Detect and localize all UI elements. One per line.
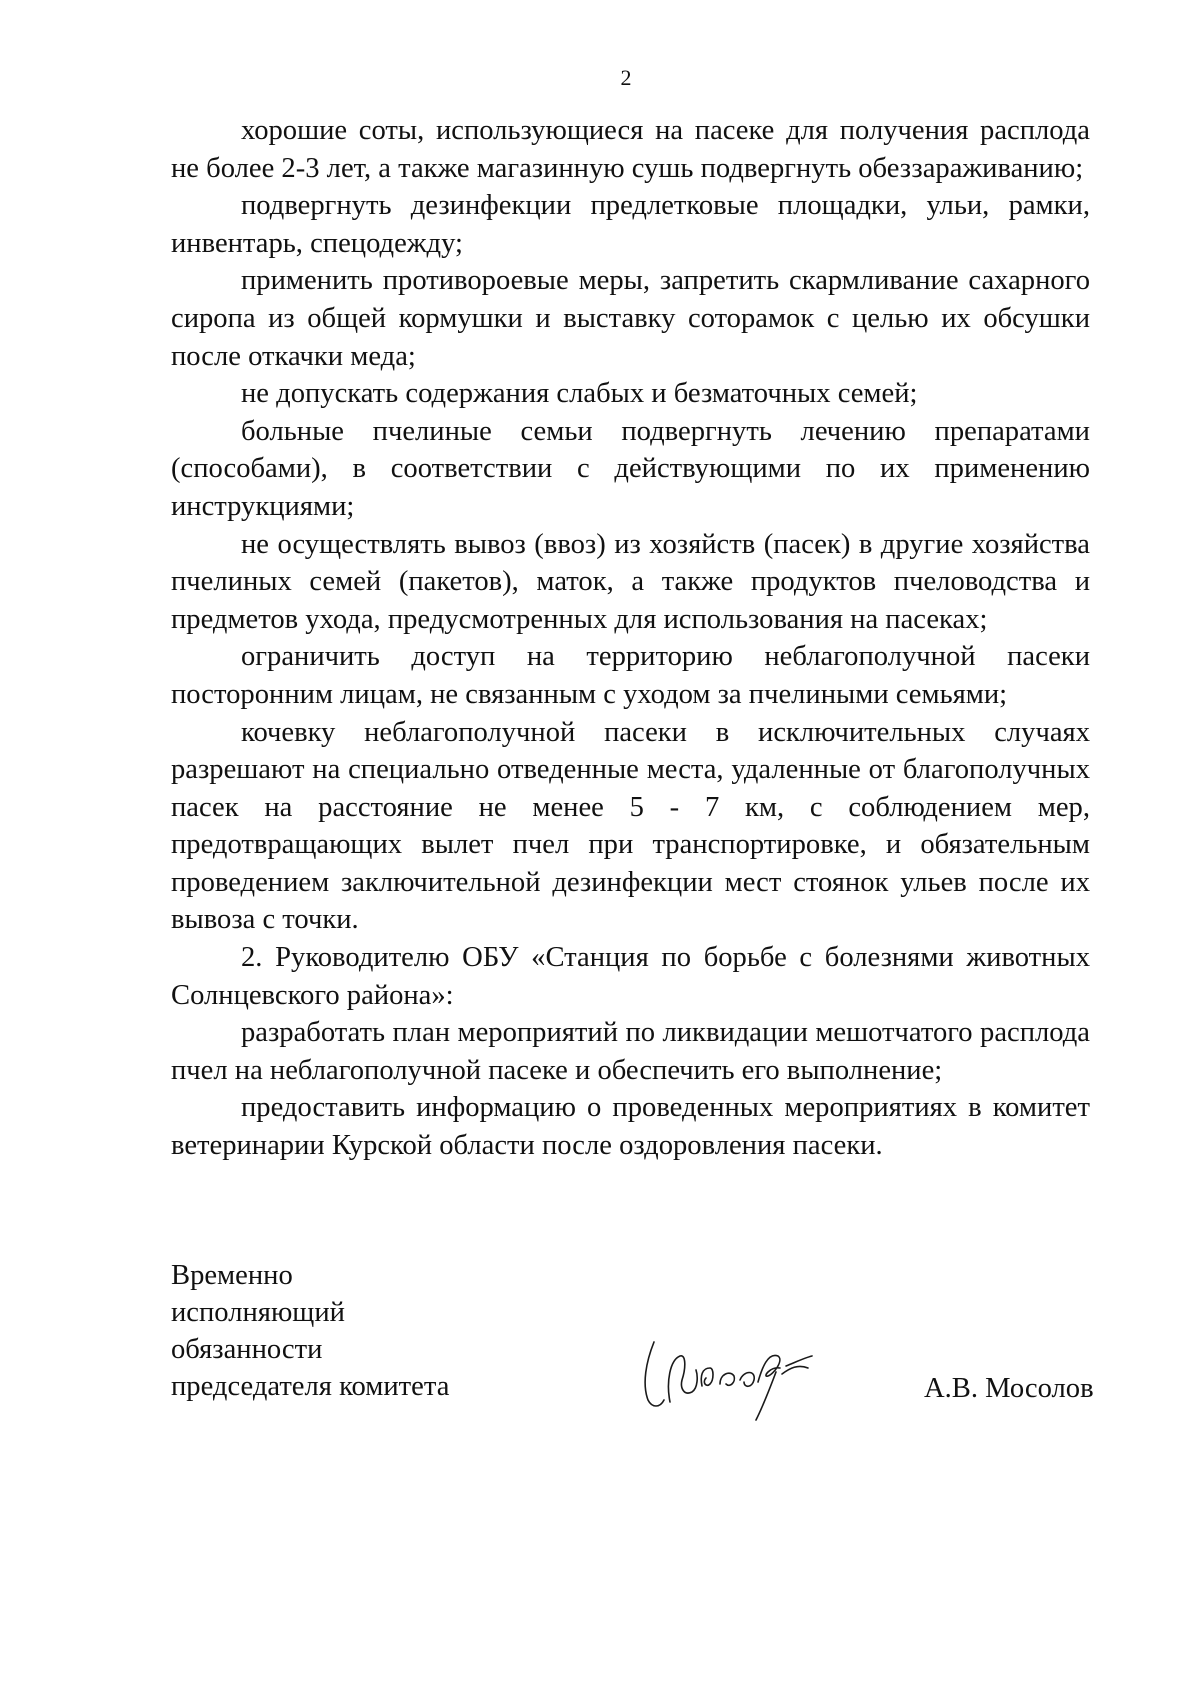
- signatory-position: [171, 1257, 449, 1405]
- paragraph: больные пчелиные семьи подвергнуть лечению препаратами (способами), в соответствии с действующими по их применению инструкциями;: [171, 415, 1090, 522]
- paragraph: не допускать содержания слабых и безматочных семей;: [241, 378, 918, 410]
- page-number: 2: [620, 65, 632, 90]
- signer-name: А.В. Мосолов: [924, 1373, 1094, 1404]
- paragraph: кочевку неблагополучной пасеки в исключительных случаях разрешают на специально отведенные места, удаленные от благополучных пасек на расстояние не менее 5 - 7 км, с соблюдением мер, предотвращающих вылет пчел при транспортировке, и обязательным проведением заключительной дезинфекции мест стоянок ульев после их вывоза с точки.: [171, 716, 1090, 936]
- paragraph: применить противороевые меры, запретить скармливание сахарного сиропа из общей кормушки и выставку соторамок с целью их обсушки после откачки меда;: [171, 265, 1090, 372]
- position-line: обязанности: [171, 1334, 323, 1365]
- document-body: [171, 112, 1090, 1165]
- position-line: исполняющий: [171, 1297, 345, 1328]
- position-line: Временно: [171, 1260, 293, 1291]
- paragraph: не осуществлять вывоз (ввоз) из хозяйств (пасек) в другие хозяйства пчелиных семей (пакетов), маток, а также продуктов пчеловодства и предметов ухода, предусмотренных для использования на пасеках;: [171, 528, 1090, 635]
- paragraph: предоставить информацию о проведенных мероприятиях в комитет ветеринарии Курской области после оздоровления пасеки.: [171, 1092, 1090, 1162]
- paragraph: хорошие соты, использующиеся на пасеке для получения расплода не более 2-3 лет, а также магазинную сушь подвергнуть обеззараживанию;: [171, 115, 1090, 184]
- paragraph: подвергнуть дезинфекции предлетковые площадки, ульи, рамки, инвентарь, спецодежду;: [171, 190, 1090, 259]
- paragraph: ограничить доступ на территорию неблагополучной пасеки посторонним лицам, не связанным с уходом за пчелиными семьями;: [171, 641, 1090, 710]
- paragraph: разработать план мероприятий по ликвидации мешотчатого расплода пчел на неблагополучной пасеке и обеспечить его выполнение;: [171, 1017, 1090, 1086]
- paragraph: 2. Руководителю ОБУ «Станция по борьбе с болезнями животных Солнцевского района»:: [171, 942, 1090, 1011]
- handwritten-signature: [640, 1322, 860, 1422]
- position-line: председателя комитета: [171, 1371, 450, 1402]
